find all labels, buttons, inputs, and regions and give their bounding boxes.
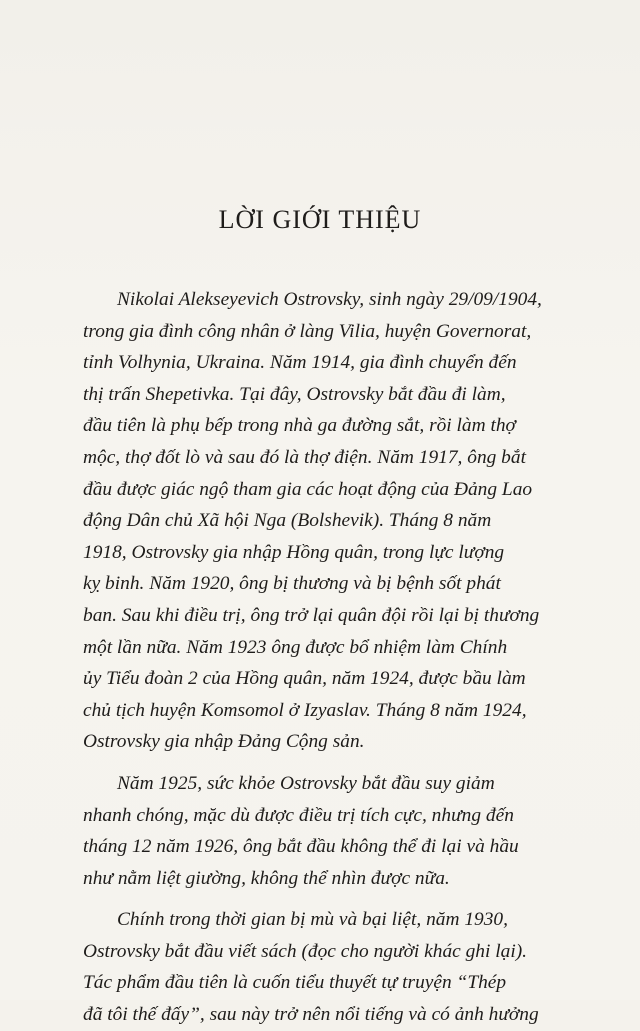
text-line: động Dân chủ Xã hội Nga (Bolshevik). Tháng 8 năm (83, 510, 492, 532)
body-text (83, 284, 573, 1031)
text-line: Tác phẩm đầu tiên là cuốn tiểu thuyết tự truyện “Thép (83, 972, 507, 994)
text-line: Nikolai Alekseyevich Ostrovsky, sinh ngày 29/09/1904, (117, 289, 542, 310)
text-line: trong gia đình công nhân ở làng Vilia, huyện Governorat, (83, 320, 532, 342)
text-line: đã tôi thế đấy”, sau này trở nên nổi tiếng và có ảnh hưởng (83, 1004, 539, 1026)
text-line: tháng 12 năm 1926, ông bắt đầu không thể đi lại và hầu (83, 836, 519, 858)
paragraph-2 (83, 768, 573, 894)
text-line: tỉnh Volhynia, Ukraina. Năm 1914, gia đình chuyển đến (83, 352, 517, 374)
text-line: mộc, thợ đốt lò và sau đó là thợ điện. Năm 1917, ông bắt (83, 446, 526, 468)
text-line: 1918, Ostrovsky gia nhập Hồng quân, trong lực lượng (83, 541, 505, 563)
text-line: kỵ binh. Năm 1920, ông bị thương và bị bệnh sốt phát (83, 573, 501, 595)
page-title: LỜI GIỚI THIỆU (218, 205, 422, 234)
text-line: Chính trong thời gian bị mù và bại liệt, năm 1930, (117, 909, 508, 931)
paragraph-1 (83, 284, 573, 758)
text-line: thị trấn Shepetivka. Tại đây, Ostrovsky bắt đầu đi làm, (83, 383, 506, 405)
text-line: như nằm liệt giường, không thể nhìn được nữa. (83, 867, 450, 889)
paragraph-3 (83, 904, 573, 1030)
paragraph-gap (113, 758, 573, 768)
text-line: Năm 1925, sức khỏe Ostrovsky bắt đầu suy giảm (117, 772, 495, 794)
text-line: chủ tịch huyện Komsomol ở Izyaslav. Tháng 8 năm 1924, (83, 699, 527, 721)
text-line: đầu tiên là phụ bếp trong nhà ga đường sắt, rồi làm thợ (83, 415, 516, 437)
text-line: ủy Tiểu đoàn 2 của Hồng quân, năm 1924, được bầu làm (83, 668, 526, 690)
text-line: một lần nữa. Năm 1923 ông được bổ nhiệm làm Chính (83, 636, 508, 658)
text-line: nhanh chóng, mặc dù được điều trị tích cực, nhưng đến (83, 804, 514, 826)
text-line: Ostrovsky bắt đầu viết sách (đọc cho người khác ghi lại). (83, 940, 528, 962)
paragraph-gap (113, 894, 573, 904)
text-line: Ostrovsky gia nhập Đảng Cộng sản. (83, 731, 365, 753)
text-line: đầu được giác ngộ tham gia các hoạt động của Đảng Lao (83, 478, 533, 500)
text-line: ban. Sau khi điều trị, ông trở lại quân đội rồi lại bị thương (83, 604, 540, 626)
